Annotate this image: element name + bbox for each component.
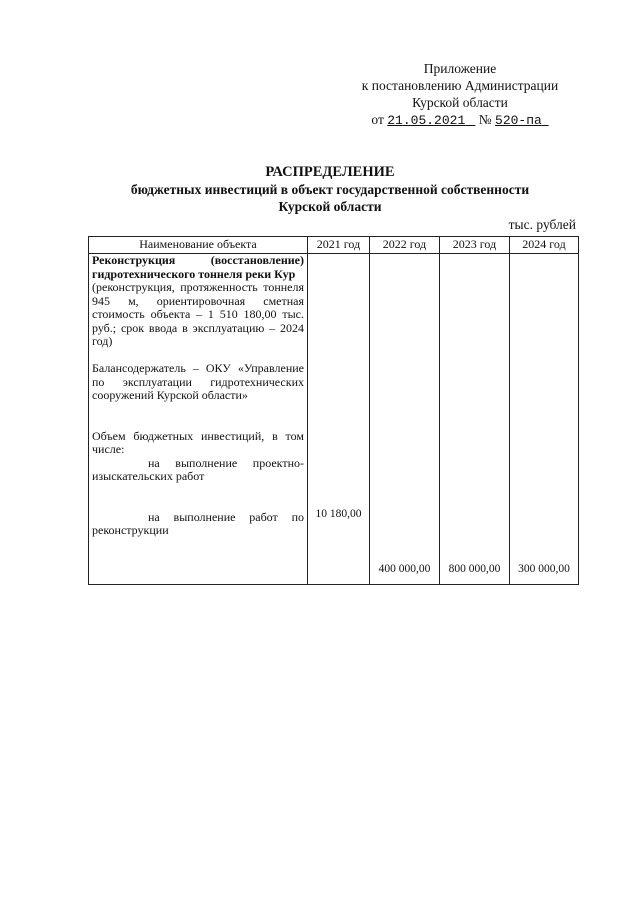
balance-holder: Балансодержатель – ОКУ «Управление по эксплуатации гидротехнических сооружений Курской области» — [92, 361, 304, 402]
header-2022: 2022 год — [370, 237, 440, 254]
number-prefix: № — [478, 112, 492, 127]
object-details: (реконструкция, протяженность тоннеля 945 м, ориентировочная сметная стоимость объекта – 1 510 180,00 тыс. руб.; срок ввода в эксплуатацию – 2024 год) — [92, 280, 304, 348]
cell-2022 — [370, 254, 440, 585]
title-line-3: Курской области — [278, 199, 382, 214]
title-line-2: бюджетных инвестиций в объект государственной собственности — [130, 182, 530, 197]
item-reconstruction-work: на выполнение работ по реконструкции — [92, 509, 304, 537]
annex-region: Курской области — [412, 95, 508, 110]
item-design-work: на выполнение проектно-изыскательских работ — [92, 455, 304, 483]
cell-2024 — [510, 254, 579, 585]
annex-resolution: к постановлению Администрации — [361, 78, 559, 93]
table-row — [89, 254, 579, 585]
object-name-cell — [89, 254, 308, 585]
value-2021-design: 10 180,00 — [315, 508, 362, 520]
annex-block — [340, 60, 580, 129]
header-object-name: Наименование объекта — [89, 237, 308, 254]
annex-title: Приложение — [423, 61, 497, 76]
value-2024-reconstruction: 300 000,00 — [518, 563, 570, 575]
header-2024: 2024 год — [510, 237, 579, 254]
cell-2023 — [440, 254, 510, 585]
cell-2021 — [308, 254, 370, 585]
date-prefix: от — [371, 112, 384, 127]
header-2023: 2023 год — [440, 237, 510, 254]
value-2023-reconstruction: 800 000,00 — [448, 563, 501, 575]
document-title — [60, 164, 600, 215]
value-2022-reconstruction: 400 000,00 — [378, 563, 431, 575]
volume-intro: Объем бюджетных инвестиций, в том числе: — [92, 428, 304, 456]
investment-table — [88, 236, 579, 585]
resolution-number: 520-па — [495, 113, 542, 128]
title-line-1: РАСПРЕДЕЛЕНИЕ — [265, 164, 395, 180]
header-2021: 2021 год — [308, 237, 370, 254]
object-name: Реконструкция (восстановление) гидротехнического тоннеля реки Кур — [92, 253, 304, 281]
table-header-row — [89, 237, 579, 254]
resolution-date: 21.05.2021 — [387, 113, 466, 128]
units-label: тыс. рублей — [508, 217, 576, 232]
annex-date-number — [340, 111, 580, 129]
